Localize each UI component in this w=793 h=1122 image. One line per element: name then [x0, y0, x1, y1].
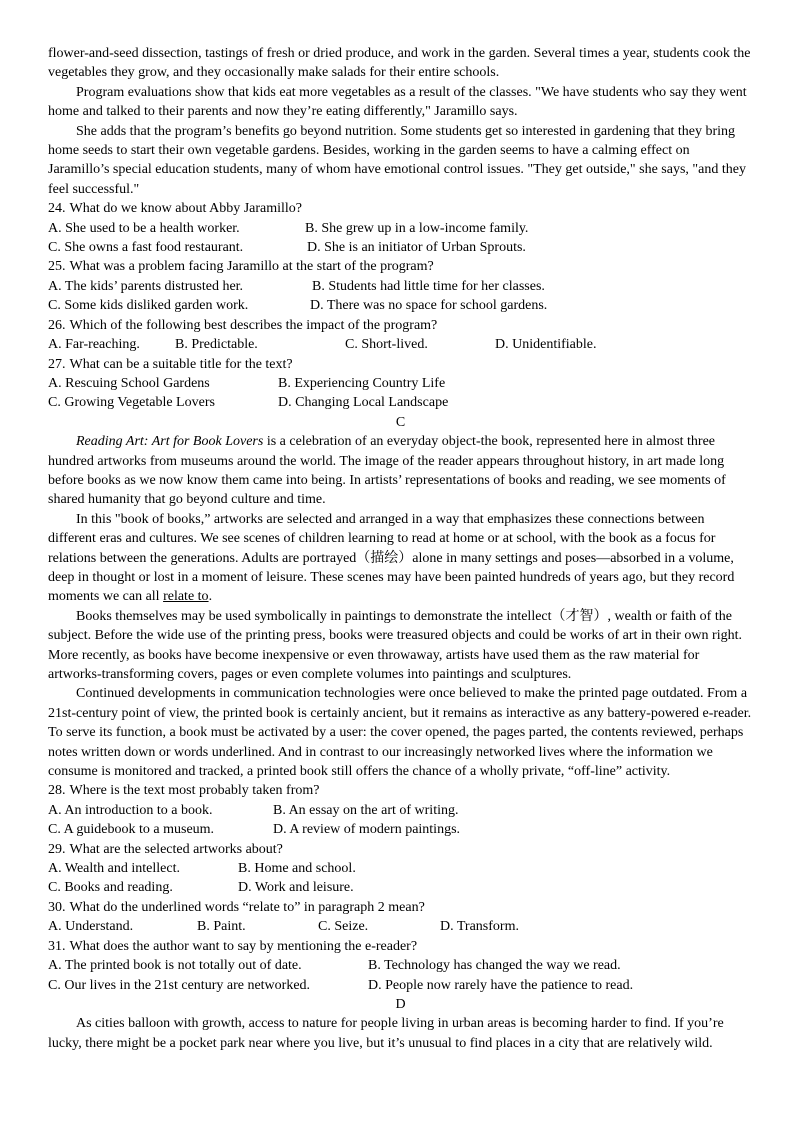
question-29-option-d: D. Work and leisure.	[238, 880, 354, 896]
question-29	[48, 840, 753, 859]
question-24-text: What do we know about Abby Jaramillo?	[69, 201, 303, 217]
question-25-options-row-1	[48, 277, 753, 296]
question-26-option-d: D. Unidentifiable.	[495, 337, 597, 353]
passage-c-paragraph-4: Continued developments in communication technologies were once believed to make the printed page outdated. From a 21st-century point of view, the printed book is certainly ancient, but it remains as interactive as any battery-powered e-reader. To serve its function, a book must be activated by a user: the cover opened, the pages parted, the contents reviewed, perhaps notes written down or words underlined. And in contrast to our increasingly networked lives where the information we consume is monitored and tracked, a printed book still offers the chance of a wholly private, “off-line” activity.	[48, 686, 752, 780]
question-28-option-c: C. A guidebook to a museum.	[48, 822, 215, 838]
question-28-option-a: A. An introduction to a book.	[48, 802, 213, 818]
question-27-option-d: D. Changing Local Landscape	[278, 395, 449, 411]
question-30-options-row	[48, 917, 753, 936]
question-31-option-c: C. Our lives in the 21st century are networked.	[48, 977, 311, 993]
question-29-options-row-1	[48, 859, 753, 878]
question-28-number: 28.	[48, 783, 66, 799]
question-31	[48, 937, 753, 956]
question-24-option-c: C. She owns a fast food restaurant.	[48, 240, 244, 256]
question-25-number: 25.	[48, 259, 66, 275]
question-30	[48, 898, 753, 917]
question-25-text: What was a problem facing Jaramillo at the start of the program?	[69, 259, 434, 275]
question-30-text: What do the underlined words “relate to” in paragraph 2 mean?	[69, 899, 425, 915]
question-28-option-d: D. A review of modern paintings.	[273, 822, 461, 838]
question-27-options-row-2	[48, 393, 753, 412]
question-26-options-row	[48, 335, 753, 354]
underlined-phrase-relate-to: relate to	[163, 589, 209, 605]
exam-document-page	[48, 44, 753, 1053]
question-27-option-b: B. Experiencing Country Life	[278, 375, 446, 391]
question-29-options-row-2	[48, 878, 753, 897]
question-28-options-row-1	[48, 801, 753, 820]
question-28-option-b: B. An essay on the art of writing.	[273, 802, 459, 818]
question-30-option-c: C. Seize.	[318, 919, 369, 935]
question-25-option-d: D. There was no space for school gardens.	[310, 298, 548, 314]
question-24-option-d: D. She is an initiator of Urban Sprouts.	[307, 240, 526, 256]
passage-b-paragraph-2: Program evaluations show that kids eat more vegetables as a result of the classes. "We have students who say they went home and talked to their parents and now they’re eating differently," Jaramillo says.	[48, 84, 747, 120]
question-27-text: What can be a suitable title for the text?	[69, 356, 293, 372]
question-25-option-b: B. Students had little time for her classes.	[312, 278, 545, 294]
question-26-option-c: C. Short-lived.	[345, 337, 428, 353]
question-27-number: 27.	[48, 356, 66, 372]
question-30-option-d: D. Transform.	[440, 919, 519, 935]
question-24-number: 24.	[48, 201, 66, 217]
passage-c-paragraph-2	[48, 510, 753, 607]
question-24	[48, 199, 753, 218]
question-27	[48, 355, 753, 374]
question-29-option-b: B. Home and school.	[238, 861, 356, 877]
question-31-option-d: D. People now rarely have the patience to read.	[368, 977, 634, 993]
question-25-options-row-2	[48, 296, 753, 315]
question-29-text: What are the selected artworks about?	[69, 841, 283, 857]
question-31-option-a: A. The printed book is not totally out of date.	[48, 958, 302, 974]
question-25-option-a: A. The kids’ parents distrusted her.	[48, 278, 244, 294]
question-24-options-row-2	[48, 238, 753, 257]
question-29-option-c: C. Books and reading.	[48, 880, 173, 896]
passage-c-paragraph-3: Books themselves may be used symbolically in paintings to demonstrate the intellect（才智）, wealth or faith of the subject. Before the wide use of the printing press, books were treasured objects and could be works of art in their own right. More recently, as books have become inexpensive or even throwaway, artists have used them as the raw material for artworks-transforming covers, pages or even complete volumes into paintings and sculptures.	[48, 608, 742, 682]
question-26-text: Which of the following best describes the impact of the program?	[69, 317, 438, 333]
question-31-text: What does the author want to say by mentioning the e-reader?	[69, 938, 418, 954]
question-29-option-a: A. Wealth and intellect.	[48, 861, 180, 877]
question-29-number: 29.	[48, 841, 66, 857]
passage-c-paragraph-2-after: .	[208, 589, 213, 605]
section-c-heading: C	[395, 414, 406, 430]
passage-d-paragraph-1: As cities balloon with growth, access to nature for people living in urban areas is becoming harder to find. If you’re lucky, there might be a pocket park near where you live, but it’s unusual to find places in a city that are relatively wild.	[48, 1016, 724, 1051]
passage-c-paragraph-1	[48, 432, 753, 510]
question-25	[48, 257, 753, 276]
passage-b-paragraph-continuation: flower-and-seed dissection, tastings of fresh or dried produce, and work in the garden. Several times a year, students cook the vegetables they grow, and they occasionally make salads for their entire schools.	[48, 46, 751, 81]
question-30-number: 30.	[48, 899, 66, 915]
question-24-option-a: A. She used to be a health worker.	[48, 220, 240, 236]
question-31-options-row-2	[48, 976, 753, 995]
question-24-option-b: B. She grew up in a low-income family.	[305, 220, 529, 236]
section-d-heading: D	[395, 996, 406, 1012]
question-31-number: 31.	[48, 938, 66, 954]
question-26-number: 26.	[48, 317, 66, 333]
question-30-option-b: B. Paint.	[197, 919, 246, 935]
question-31-option-b: B. Technology has changed the way we read.	[368, 958, 621, 974]
book-title-italic: Reading Art: Art for Book Lovers	[76, 434, 264, 450]
question-28-options-row-2	[48, 820, 753, 839]
question-28	[48, 781, 753, 800]
question-27-option-c: C. Growing Vegetable Lovers	[48, 395, 215, 411]
passage-c-paragraph-1-rest: is a celebration of an everyday object-the book, represented here in almost three hundred artworks from museums around the world. The image of the reader appears throughout history, in art made long before books as we now know them came into being. In artists’ representations of books and reading, we see moments of shared humanity that go beyond culture and time.	[48, 434, 726, 508]
question-25-option-c: C. Some kids disliked garden work.	[48, 298, 249, 314]
question-27-option-a: A. Rescuing School Gardens	[48, 375, 210, 391]
question-24-options-row-1	[48, 219, 753, 238]
passage-b-paragraph-3: She adds that the program’s benefits go beyond nutrition. Some students get so interested in gardening that they bring home seeds to start their own vegetable gardens. Besides, working in the garden seems to have a calming effect on Jaramillo’s special education students, many of whom have emotional control issues. "They get outside," she says, "and they feel successful."	[48, 123, 746, 197]
question-26	[48, 316, 753, 335]
question-26-option-a: A. Far-reaching.	[48, 337, 140, 353]
question-31-options-row-1	[48, 956, 753, 975]
passage-c-paragraph-2-before: In this "book of books,” artworks are selected and arranged in a way that emphasizes these connections between different eras and cultures. We see scenes of children learning to read at home or at school, with the book as a focus for relations between the generations. Adults are portrayed（描绘）alone in many settings and poses—absorbed in a volume, deep in thought or lost in a moment of leisure. These scenes may have been painted hundreds of years ago, but they record moments we can all	[48, 511, 735, 605]
question-28-text: Where is the text most probably taken from?	[69, 783, 320, 799]
question-30-option-a: A. Understand.	[48, 919, 134, 935]
question-26-option-b: B. Predictable.	[175, 337, 258, 353]
question-27-options-row-1	[48, 374, 753, 393]
